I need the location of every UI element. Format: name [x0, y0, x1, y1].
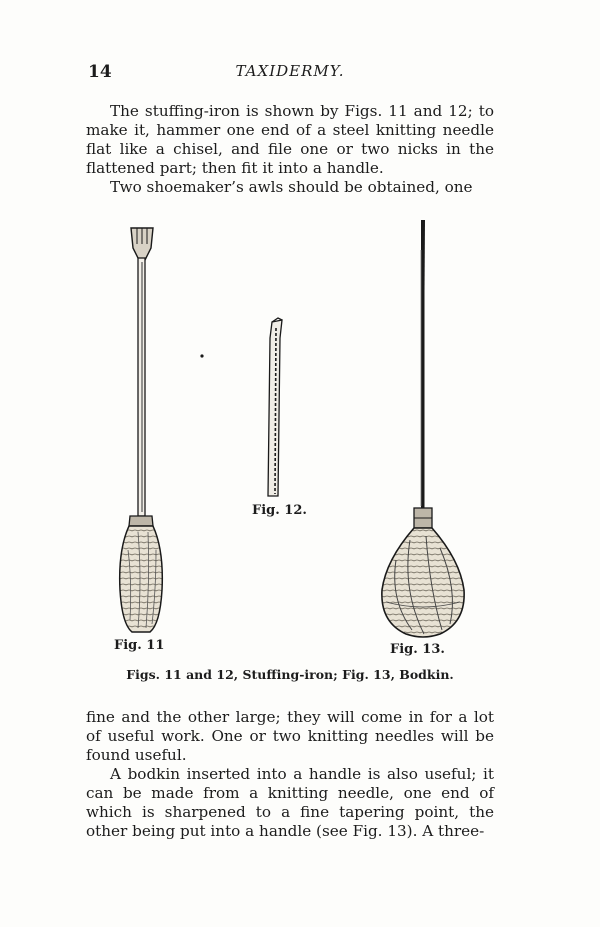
stuffing-iron-fig11: [120, 228, 163, 632]
paragraph-bodkin: A bodkin inserted into a handle is also useful; it can be made from a knitting needle, one end of which is sharpened to a fine tapering point, the other being put into a handle (see Fig. 13). A three-: [86, 765, 494, 840]
page-header: [88, 62, 492, 86]
fig11-label: Fig. 11: [114, 638, 165, 653]
figure-caption: Figs. 11 and 12, Stuffing-iron; Fig. 13, Bodkin.: [126, 667, 454, 682]
running-title: TAXIDERMY.: [235, 62, 345, 80]
figure-illustrations: [90, 210, 500, 680]
fig12-label: Fig. 12.: [252, 503, 307, 518]
stuffing-iron-fig12: [268, 318, 282, 496]
page-number: 14: [88, 62, 112, 82]
fig13-label: Fig. 13.: [390, 642, 445, 657]
ink-speck: [200, 354, 203, 357]
top-text-block: [86, 102, 494, 197]
paragraph-stuffing-iron: The stuffing-iron is shown by Figs. 11 and 12; to make it, hammer one end of a steel knitting needle flat like a chisel, and file one or two nicks in the flattened part; then fit it into a handle.: [86, 102, 494, 177]
paragraph-awls-continued: fine and the other large; they will come in for a lot of useful work. One or two knitting needles will be found useful.: [86, 708, 494, 764]
bodkin-fig13: [382, 220, 464, 637]
tools-illustration: [90, 210, 500, 680]
paragraph-shoemaker-awls: Two shoemaker’s awls should be obtained, one: [110, 178, 473, 196]
bottom-text-block: [86, 708, 494, 841]
